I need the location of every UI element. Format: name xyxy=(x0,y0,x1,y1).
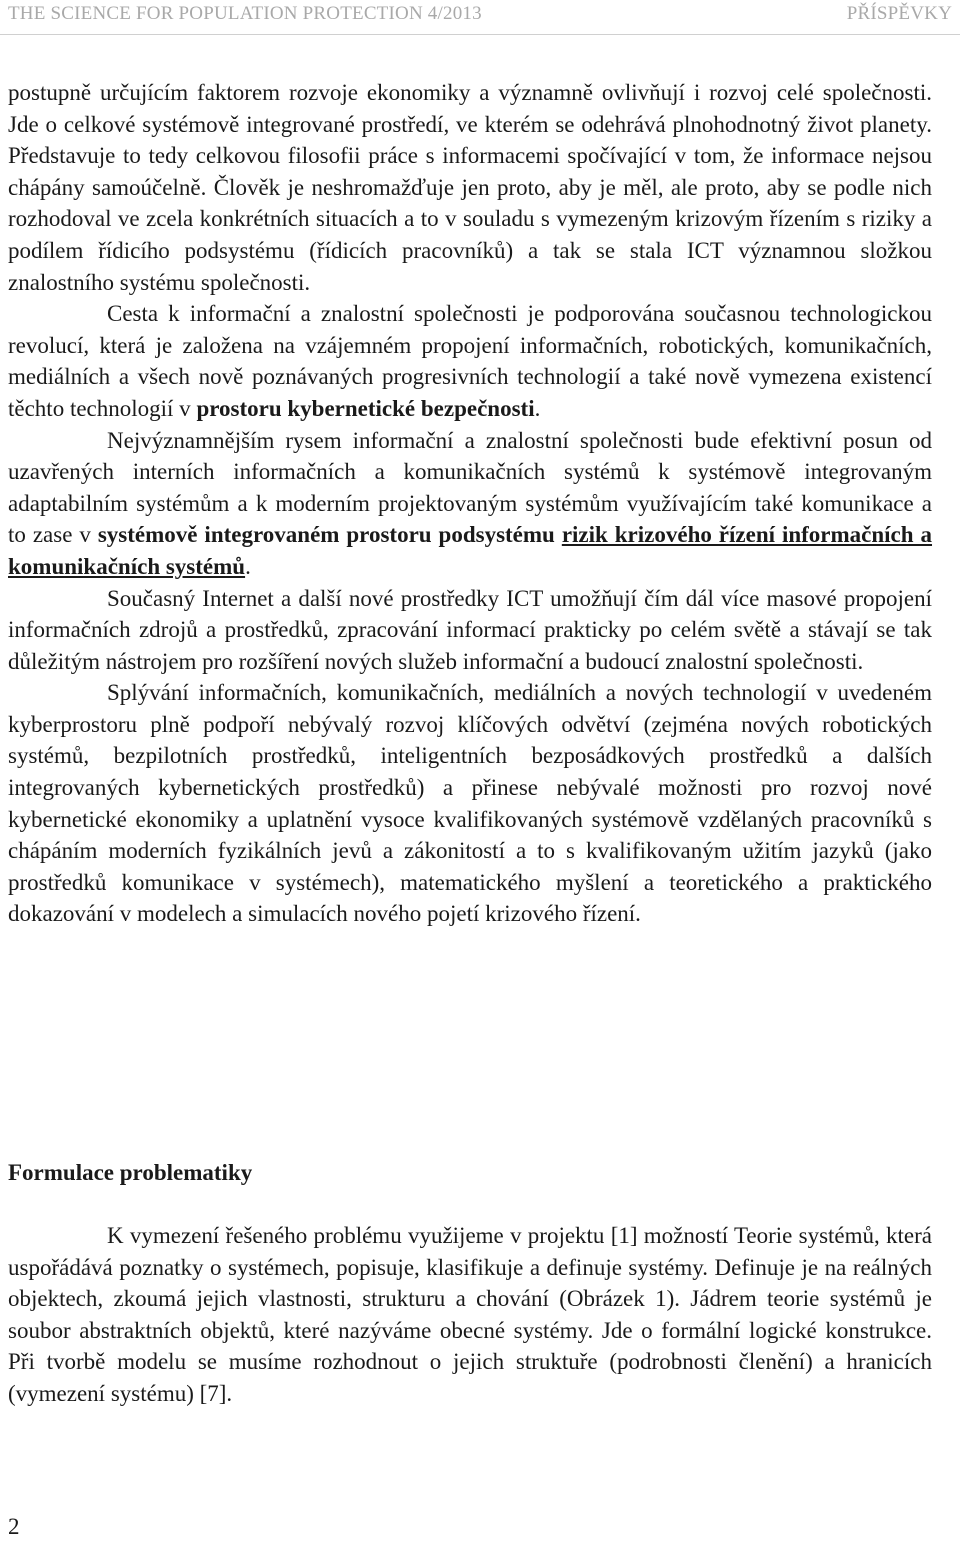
paragraph-2-text: Cesta k informační a znalostní společnosti je podporována současnou technologickou revolucí, která je založena na vzájemném propojení informačních, robotických, komunikačních, mediálních a všech nově poznávaných progresivních technologií a také nově vymezena existencí těchto technologií v xyxy=(8,301,932,421)
section-text xyxy=(8,1220,932,1410)
page-number: 2 xyxy=(8,1514,20,1539)
paragraph-3-text: Nejvýznamnějším rysem informační a znalostní společnosti bude efektivní posun od uzavřených interních informačních a komunikačních systémů k systémově integrovaným adaptabilním systémům a k moderním projektovaným systémům využívajícím také komunikace a to zase v xyxy=(8,427,932,548)
paragraph-2-end: . xyxy=(534,395,541,421)
paragraph-5: Splývání informačních, komunikačních, mediálních a nových technologií v uvedeném kyberprostoru plně podpoří nebývalý rozvoj klíčových odvětví (zejména nových robotických systémů, bezpilotních prostředků, inteligentních bezposádkových prostředků a dalších integrovaných kybernetických prostředků) a přinese nebývalé možnosti pro rozvoj nové kybernetické ekonomiky a uplatnění vysoce kvalifikovaných systémově vzdělaných pracovníků s chápáním moderních fyzikálních jevů a zákonitostí a to s kvalifikovaným užitím jazyků (jako prostředků komunikace v systémech), matematického myšlení a teoretického a praktického dokazování v modelech a simulacích nového pojetí krizového řízení. xyxy=(8,680,932,927)
paragraph-2 xyxy=(8,298,932,424)
section-label: PŘÍSPĚVKY xyxy=(846,3,952,24)
section-heading: Formulace problematiky xyxy=(8,1160,253,1185)
main-text xyxy=(8,77,932,930)
journal-title: THE SCIENCE FOR POPULATION PROTECTION 4/2013 xyxy=(8,3,482,24)
paragraph-3-emphasis: systémově integrovaném prostoru podsystému xyxy=(97,522,562,548)
paragraph-1: postupně určujícím faktorem rozvoje ekonomiky a významně ovlivňují i rozvoj celé společnosti. Jde o celkové systémově integrované prostředí, ve kterém se odehrává plnohodnotný život planety. Představuje to tedy celkovou filosofii práce s informacemi spočívající v tom, že informace nejsou chápány samoúčelně. Člověk je neshromažďuje jen proto, aby je měl, ale proto, aby se podle nich rozhodoval ve zcela konkrétních situacích a to v souladu s vymezeným krizovým řízením s riziky a podílem řídicího podsystému (řídicích pracovníků) a tak se stala ICT významnou složkou znalostního systému společnosti. xyxy=(8,80,932,295)
section-paragraph: K vymezení řešeného problému využijeme v projektu [1] možností Teorie systémů, která uspořádává poznatky o systémech, popisuje, klasifikuje a definuje systémy. Definuje je na reálných objektech, zkoumá jejich vlastnosti, strukturu a chování (Obrázek 1). Jádrem teorie systémů je soubor abstraktních objektů, které nazýváme obecné systémy. Jde o formální logické konstrukce. Při tvorbě modelu se musíme rozhodnout o jejich struktuře (podrobnosti členění) a hranicích (vymezení systému) [7]. xyxy=(8,1223,932,1406)
paragraph-2-emphasis: prostoru kybernetické bezpečnosti xyxy=(196,395,535,421)
running-header xyxy=(8,3,952,29)
header-divider xyxy=(0,34,960,35)
paragraph-3 xyxy=(8,425,932,583)
paragraph-3-end: . xyxy=(245,553,251,579)
paragraph-4: Současný Internet a další nové prostředky ICT umožňují čím dál více masové propojení informačních zdrojů a prostředků, zpracování informací prakticky po celém světě a stávají se tak důležitým nástrojem pro rozšíření nových služeb informační a budoucí znalostní společnosti. xyxy=(8,585,932,674)
paragraph-3-underlined-emphasis: rizik krizového řízení informačních a komunikačních systémů xyxy=(8,522,933,579)
